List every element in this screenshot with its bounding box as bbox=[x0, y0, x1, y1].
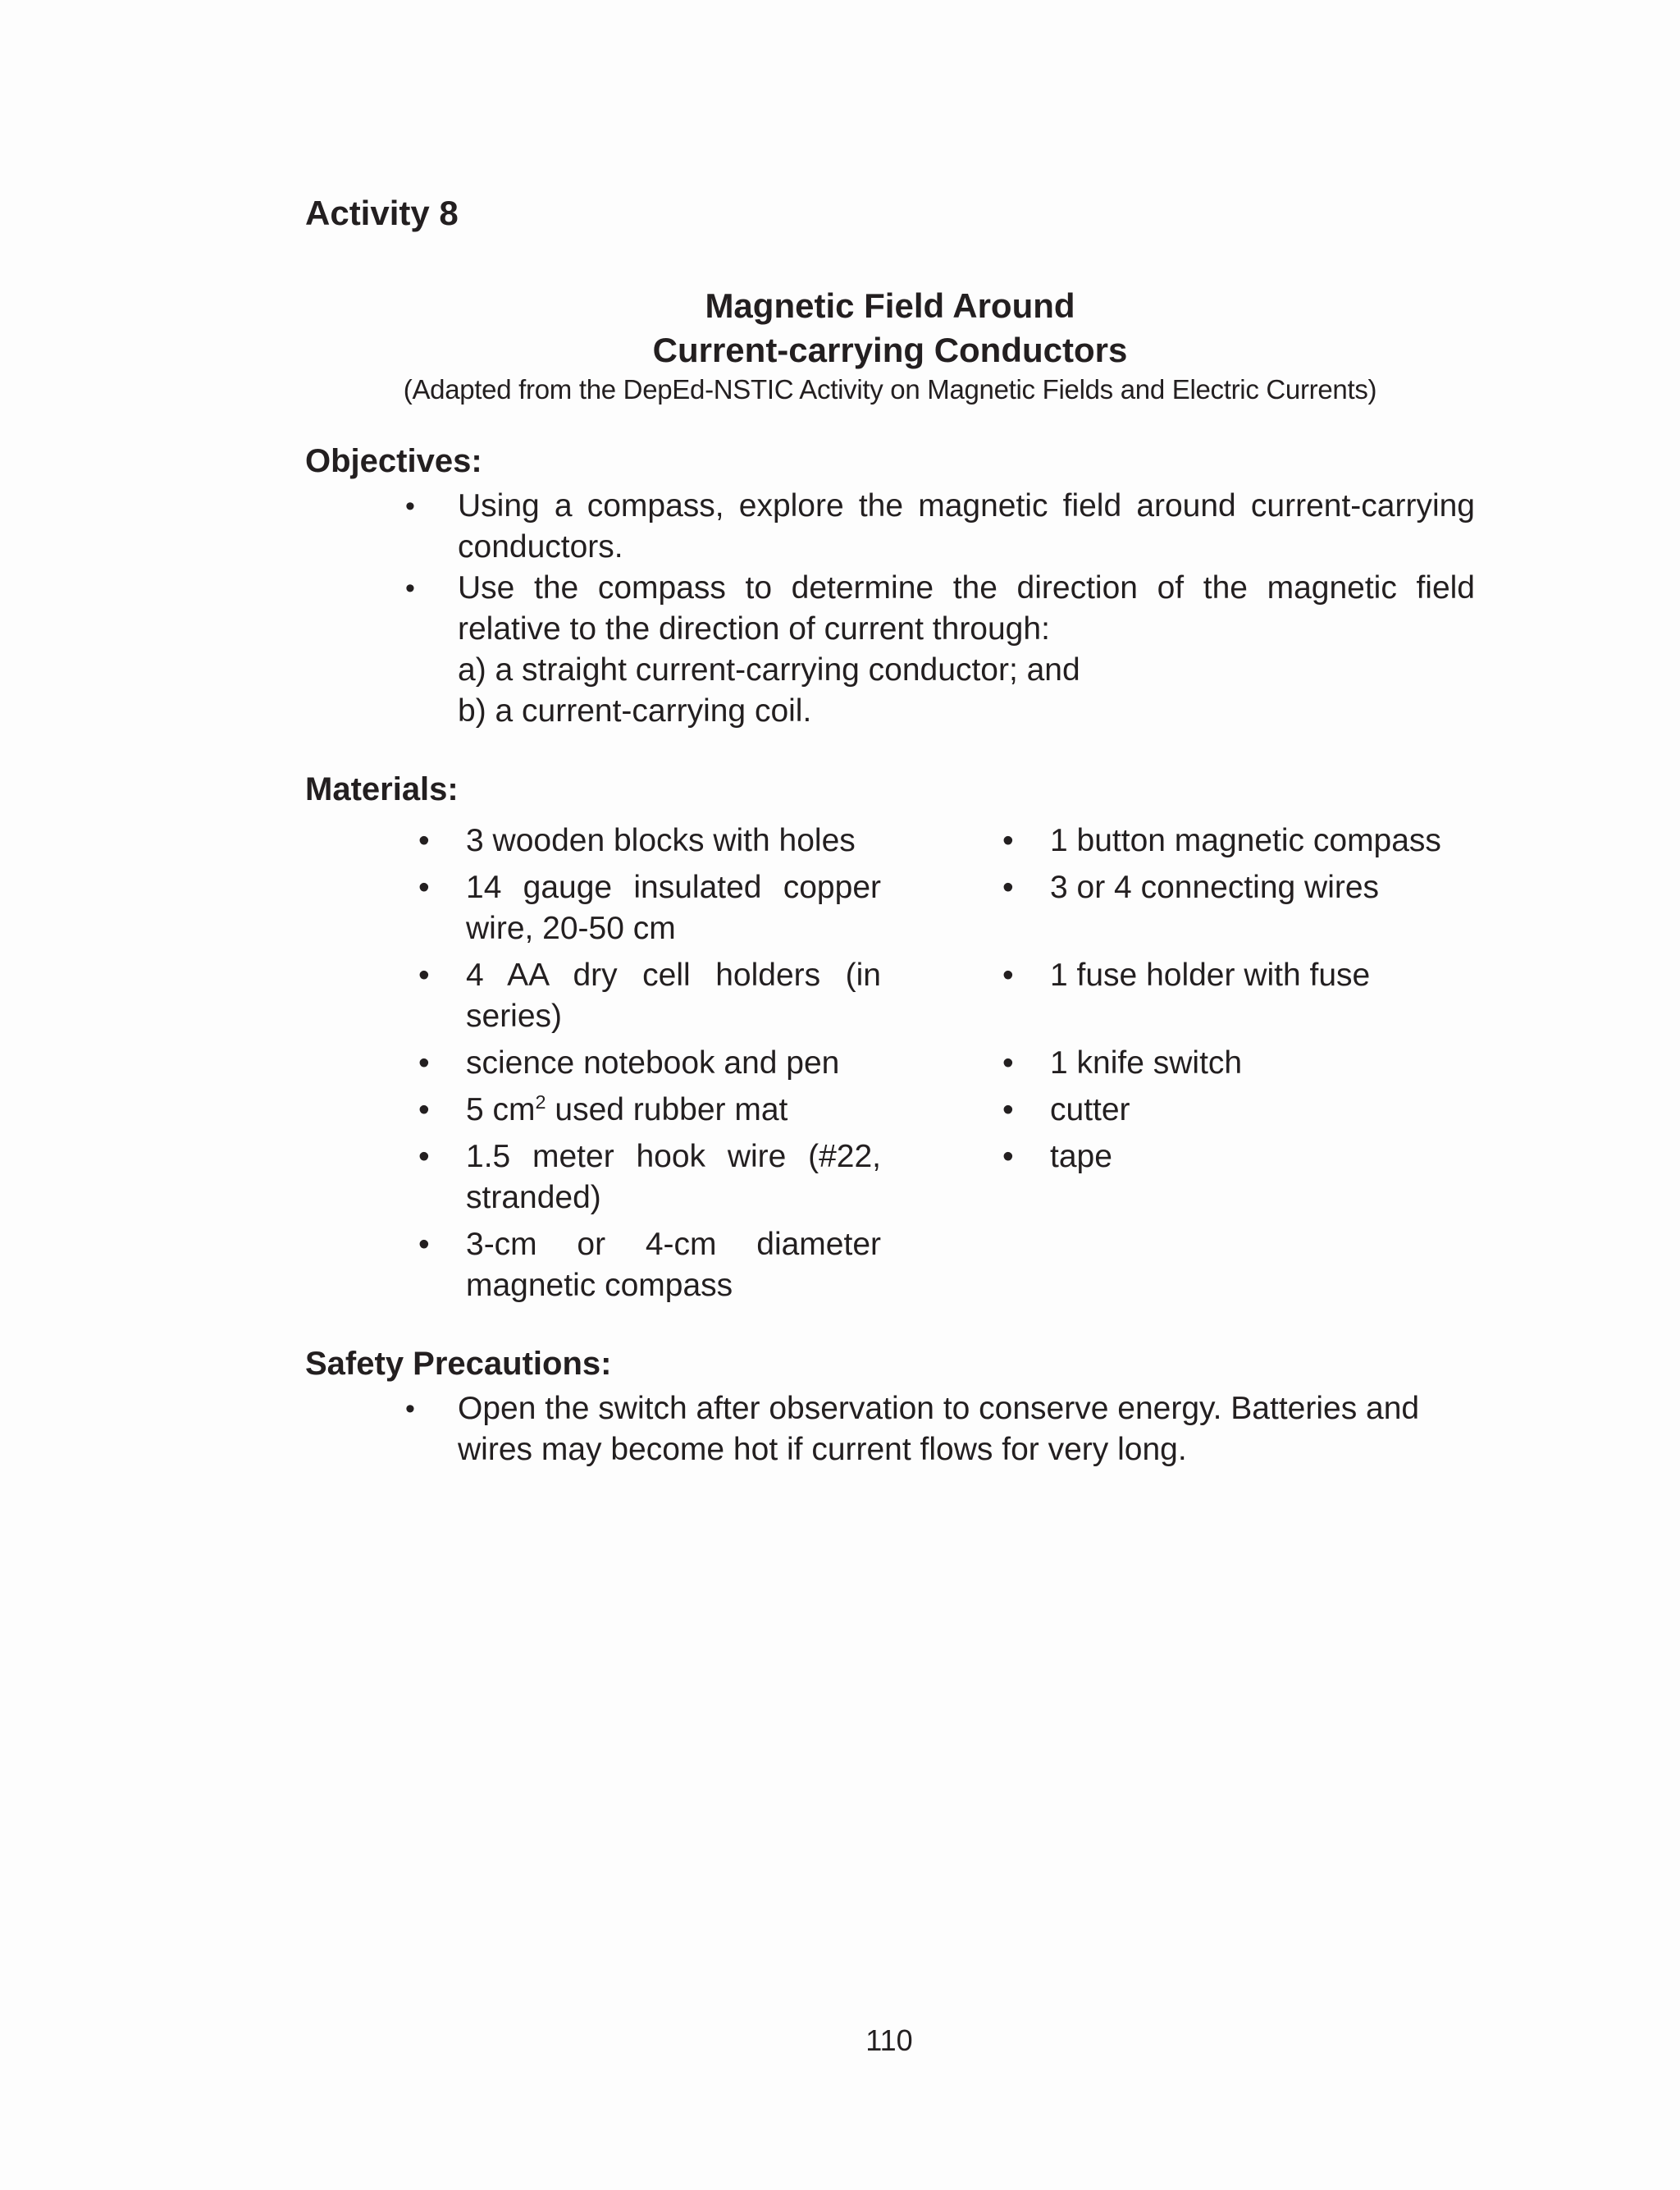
rubber-mat-size: 5 cm bbox=[466, 1092, 536, 1127]
page-number: 110 bbox=[865, 2023, 913, 2057]
objective-subitem-b: b) a current-carrying coil. bbox=[458, 693, 812, 729]
objective-item bbox=[400, 568, 1475, 732]
bullet-icon: • bbox=[1002, 823, 1014, 858]
objective-subitem-a: a) a straight current-carrying conductor; and bbox=[458, 652, 1080, 688]
bullet-icon: • bbox=[1002, 870, 1014, 905]
material-item bbox=[998, 1136, 1493, 1177]
material-item bbox=[998, 1043, 1493, 1084]
bullet-icon: • bbox=[1002, 1045, 1014, 1081]
material-text: 1 button magnetic compass bbox=[1050, 823, 1441, 858]
bullet-icon: • bbox=[418, 1092, 430, 1127]
material-text: science notebook and pen bbox=[466, 1045, 840, 1081]
bullet-icon: • bbox=[418, 1139, 430, 1174]
material-item bbox=[998, 955, 1493, 996]
material-item bbox=[998, 821, 1493, 862]
material-text: tape bbox=[1050, 1139, 1112, 1174]
source-note: (Adapted from the DepEd-NSTIC Activity on Magnetic Fields and Electric Currents) bbox=[403, 374, 1377, 405]
bullet-icon: • bbox=[418, 823, 430, 858]
material-item bbox=[998, 1090, 1493, 1131]
material-text: 3 wooden blocks with holes bbox=[466, 823, 856, 858]
material-item bbox=[998, 867, 1493, 908]
safety-list bbox=[400, 1388, 1475, 1470]
objectives-heading: Objectives: bbox=[305, 443, 482, 479]
material-text: 3-cm or 4-cm diameter magnetic compass bbox=[466, 1227, 881, 1303]
material-item bbox=[413, 867, 881, 949]
material-text: 4 AA dry cell holders (in series) bbox=[466, 958, 881, 1034]
bullet-icon: • bbox=[418, 1045, 430, 1081]
material-text: cutter bbox=[1050, 1092, 1130, 1127]
title-line-2: Current-carrying Conductors bbox=[652, 331, 1128, 369]
objective-item bbox=[400, 486, 1475, 568]
superscript-two: 2 bbox=[535, 1091, 546, 1113]
safety-text: Open the switch after observation to conserve energy. Batteries and wires may become hot if current flows for very long. bbox=[458, 1391, 1420, 1467]
material-text bbox=[466, 1092, 788, 1127]
material-text: 1.5 meter hook wire (#22, stranded) bbox=[466, 1139, 881, 1215]
material-item bbox=[413, 821, 881, 862]
bullet-icon: • bbox=[405, 573, 415, 604]
materials-heading: Materials: bbox=[305, 771, 459, 807]
bullet-icon: • bbox=[1002, 958, 1014, 993]
material-item bbox=[413, 1043, 881, 1084]
bullet-icon: • bbox=[1002, 1139, 1014, 1174]
bullet-icon: • bbox=[418, 1227, 430, 1262]
rubber-mat-label: used rubber mat bbox=[555, 1092, 788, 1127]
objective-text: Use the compass to determine the direction of the magnetic field relative to the direction of current through: bbox=[458, 570, 1475, 647]
material-item bbox=[413, 955, 881, 1037]
objective-text: Using a compass, explore the magnetic field around current-carrying conductors. bbox=[458, 488, 1475, 565]
material-text: 1 knife switch bbox=[1050, 1045, 1243, 1081]
material-text: 14 gauge insulated copper wire, 20-50 cm bbox=[466, 870, 881, 946]
title-line-1: Magnetic Field Around bbox=[705, 286, 1075, 325]
bullet-icon: • bbox=[418, 958, 430, 993]
safety-heading: Safety Precautions: bbox=[305, 1346, 612, 1382]
material-item bbox=[413, 1224, 881, 1306]
title-block bbox=[305, 284, 1475, 407]
objectives-list bbox=[400, 486, 1475, 732]
material-text: 3 or 4 connecting wires bbox=[1050, 870, 1380, 905]
material-item bbox=[413, 1090, 881, 1131]
activity-label: Activity 8 bbox=[305, 194, 459, 232]
bullet-icon: • bbox=[405, 491, 415, 522]
material-item bbox=[413, 1136, 881, 1218]
material-text: 1 fuse holder with fuse bbox=[1050, 958, 1371, 993]
bullet-icon: • bbox=[405, 1393, 415, 1424]
bullet-icon: • bbox=[1002, 1092, 1014, 1127]
safety-item bbox=[400, 1388, 1475, 1470]
bullet-icon: • bbox=[418, 870, 430, 905]
